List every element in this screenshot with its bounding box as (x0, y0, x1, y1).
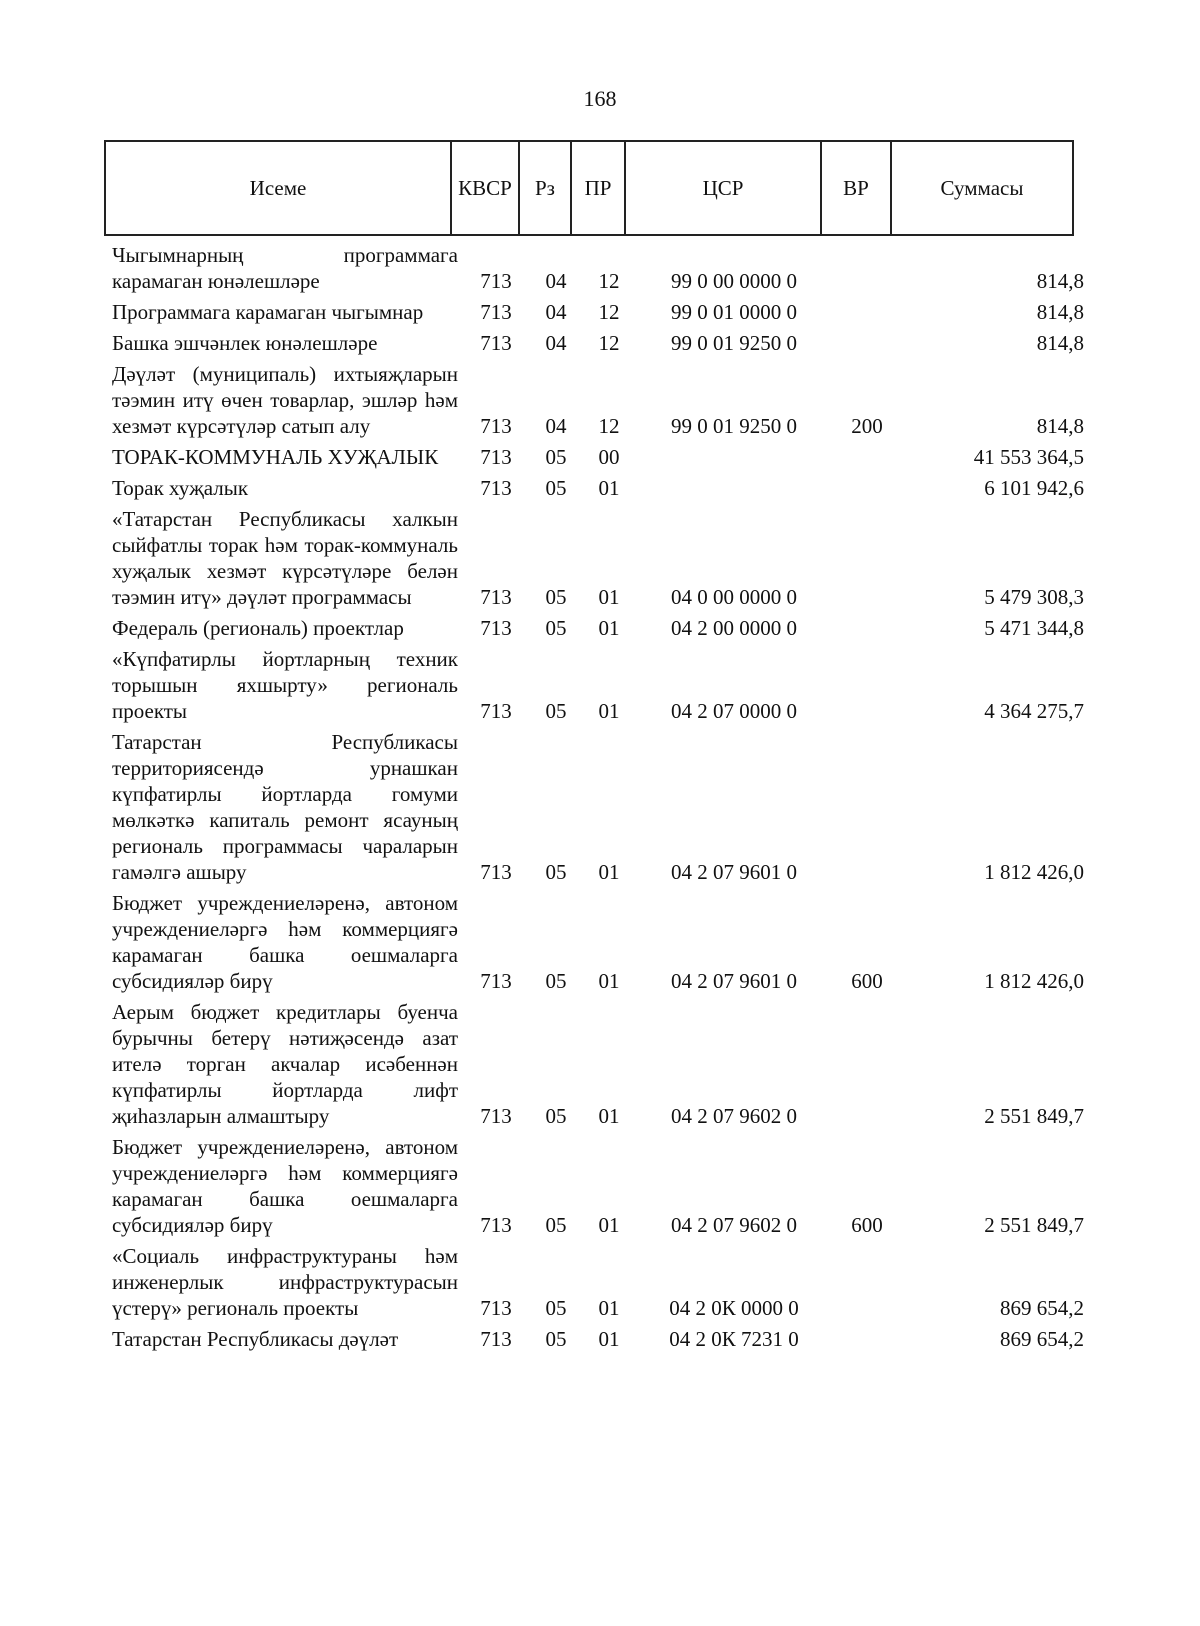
cell-vr (832, 442, 902, 473)
cell-sum: 869 654,2 (1000, 1296, 1084, 1320)
cell-kvsr: 713 (480, 1296, 512, 1320)
cell-pr: 01 (598, 476, 620, 500)
cell-vr (832, 613, 902, 644)
cell-pr: 01 (598, 1213, 620, 1237)
cell-csr: 04 2 07 9601 0 (671, 860, 797, 884)
cell-name: Бюджет учреждениеләренә, автоном учреждениеләргә һәм коммерциягә карамаган башка оешмаларга субсидияләр бирү (112, 891, 458, 993)
cell-vr: 600 (851, 1213, 883, 1237)
table-header (104, 140, 1074, 236)
cell-rz: 05 (545, 616, 567, 640)
cell-kvsr: 713 (480, 269, 512, 293)
table-row (104, 644, 1090, 727)
cell-rz: 05 (545, 1327, 567, 1351)
cell-sum: 869 654,2 (1000, 1327, 1084, 1351)
cell-rz: 05 (545, 699, 567, 723)
table-row (104, 240, 1090, 297)
cell-vr (832, 1324, 902, 1355)
cell-vr (832, 1241, 902, 1324)
header-pr: ПР (571, 141, 625, 235)
table-row (104, 442, 1090, 473)
header-csr: ЦСР (625, 141, 821, 235)
header-sum: Суммасы (891, 141, 1073, 235)
cell-rz: 04 (545, 414, 567, 438)
cell-csr: 04 2 00 0000 0 (671, 616, 797, 640)
cell-kvsr: 713 (480, 414, 512, 438)
cell-name: Бюджет учреждениеләренә, автоном учреждениеләргә һәм коммерциягә карамаган башка оешмаларга субсидияләр бирү (112, 1135, 458, 1237)
cell-name: «Күпфатирлы йортларның техник торышын яхшырту» региональ проекты (112, 647, 458, 723)
cell-pr: 01 (598, 969, 620, 993)
cell-pr: 00 (598, 445, 620, 469)
cell-sum: 814,8 (1036, 300, 1084, 324)
cell-name: Программага карамаган чыгымнар (112, 300, 424, 324)
cell-pr: 12 (598, 269, 620, 293)
cell-pr: 01 (598, 699, 620, 723)
table-row (104, 473, 1090, 504)
cell-sum: 4 364 275,7 (984, 699, 1084, 723)
cell-kvsr: 713 (480, 585, 512, 609)
cell-kvsr: 713 (480, 445, 512, 469)
cell-sum: 2 551 849,7 (984, 1213, 1084, 1237)
cell-name: Татарстан Республикасы дәүләт (112, 1327, 399, 1351)
cell-kvsr: 713 (480, 1104, 512, 1128)
cell-name: Татарстан Республикасы территориясендә урнашкан күпфатирлы йортларда гомуми мөлкәткә капиталь ремонт ясауның региональ программасы чараларын гамәлгә ашыру (112, 730, 458, 884)
table-row (104, 1241, 1090, 1324)
header-kvsr: КВСР (451, 141, 519, 235)
header-vr: ВР (821, 141, 891, 235)
table-row (104, 504, 1090, 613)
cell-csr: 04 0 00 0000 0 (671, 585, 797, 609)
cell-name: Торак хуҗалык (112, 476, 249, 500)
cell-pr: 12 (598, 300, 620, 324)
budget-table (104, 240, 1090, 1355)
table-row (104, 359, 1090, 442)
cell-kvsr: 713 (480, 1327, 512, 1351)
cell-name: Дәүләт (муниципаль) ихтыяҗларын тәэмин итү өчен товарлар, эшләр һәм хезмәт күрсәтүләр сатып алу (112, 362, 458, 438)
cell-rz: 05 (545, 860, 567, 884)
cell-pr: 01 (598, 860, 620, 884)
cell-csr: 04 2 07 9601 0 (671, 969, 797, 993)
cell-kvsr: 713 (480, 616, 512, 640)
cell-name: «Социаль инфраструктураны һәм инженерлык инфраструктурасын үстерү» региональ проекты (112, 1244, 458, 1320)
cell-sum: 6 101 942,6 (984, 476, 1084, 500)
cell-rz: 04 (545, 300, 567, 324)
cell-csr: 04 2 0К 7231 0 (669, 1327, 799, 1351)
cell-rz: 05 (545, 585, 567, 609)
cell-sum: 2 551 849,7 (984, 1104, 1084, 1128)
cell-rz: 05 (545, 1104, 567, 1128)
cell-rz: 05 (545, 445, 567, 469)
cell-pr: 01 (598, 616, 620, 640)
cell-kvsr: 713 (480, 300, 512, 324)
cell-csr: 99 0 01 0000 0 (671, 300, 797, 324)
cell-sum: 5 471 344,8 (984, 616, 1084, 640)
cell-sum: 814,8 (1036, 414, 1084, 438)
header-name: Исеме (105, 141, 451, 235)
cell-kvsr: 713 (480, 860, 512, 884)
table-row (104, 1132, 1090, 1241)
cell-name: Аерым бюджет кредитлары буенча бурычны бетерү нәтиҗәсендә азат ителә торган акчалар исәбеннән күпфатирлы йортларда лифт җиһазларын алмаштыру (112, 1000, 458, 1128)
cell-name: «Татарстан Республикасы халкын сыйфатлы торак һәм торак-коммуналь хуҗалык хезмәт күрсәтүләре белән тәэмин итү» дәүләт программасы (112, 507, 458, 609)
cell-csr (636, 473, 832, 504)
cell-rz: 05 (545, 476, 567, 500)
table-row (104, 328, 1090, 359)
cell-kvsr: 713 (480, 969, 512, 993)
cell-vr: 200 (851, 414, 883, 438)
cell-pr: 01 (598, 1296, 620, 1320)
cell-csr: 04 2 0К 0000 0 (669, 1296, 799, 1320)
cell-pr: 12 (598, 331, 620, 355)
cell-kvsr: 713 (480, 699, 512, 723)
cell-csr: 99 0 00 0000 0 (671, 269, 797, 293)
header-rz: Рз (519, 141, 571, 235)
cell-name: ТОРАК-КОММУНАЛЬ ХУҖАЛЫК (112, 445, 439, 469)
cell-sum: 5 479 308,3 (984, 585, 1084, 609)
cell-pr: 01 (598, 1327, 620, 1351)
cell-sum: 1 812 426,0 (984, 860, 1084, 884)
table-row (104, 997, 1090, 1132)
cell-vr (832, 297, 902, 328)
cell-rz: 04 (545, 331, 567, 355)
cell-kvsr: 713 (480, 331, 512, 355)
cell-name: Башка эшчәнлек юнәлешләре (112, 331, 378, 355)
cell-rz: 05 (545, 1296, 567, 1320)
cell-sum: 814,8 (1036, 331, 1084, 355)
cell-vr (832, 644, 902, 727)
cell-vr (832, 473, 902, 504)
cell-pr: 01 (598, 585, 620, 609)
cell-csr: 04 2 07 9602 0 (671, 1104, 797, 1128)
cell-name: Чыгымнарның программага карамаган юнәлешләре (112, 243, 458, 293)
table-row (104, 888, 1090, 997)
cell-csr: 99 0 01 9250 0 (671, 414, 797, 438)
table-row (104, 613, 1090, 644)
cell-kvsr: 713 (480, 476, 512, 500)
table-row (104, 1324, 1090, 1355)
cell-vr (832, 240, 902, 297)
cell-csr (636, 442, 832, 473)
cell-vr (832, 504, 902, 613)
cell-vr (832, 997, 902, 1132)
cell-vr: 600 (851, 969, 883, 993)
table-row (104, 297, 1090, 328)
cell-rz: 04 (545, 269, 567, 293)
cell-rz: 05 (545, 969, 567, 993)
cell-pr: 12 (598, 414, 620, 438)
cell-sum: 814,8 (1036, 269, 1084, 293)
cell-sum: 41 553 364,5 (973, 445, 1084, 469)
cell-sum: 1 812 426,0 (984, 969, 1084, 993)
cell-pr: 01 (598, 1104, 620, 1128)
cell-vr (832, 727, 902, 888)
cell-csr: 04 2 07 0000 0 (671, 699, 797, 723)
cell-kvsr: 713 (480, 1213, 512, 1237)
cell-name: Федераль (региональ) проектлар (112, 616, 404, 640)
table-row (104, 727, 1090, 888)
cell-csr: 99 0 01 9250 0 (671, 331, 797, 355)
cell-csr: 04 2 07 9602 0 (671, 1213, 797, 1237)
cell-vr (832, 328, 902, 359)
page-number: 168 (583, 86, 617, 111)
cell-rz: 05 (545, 1213, 567, 1237)
